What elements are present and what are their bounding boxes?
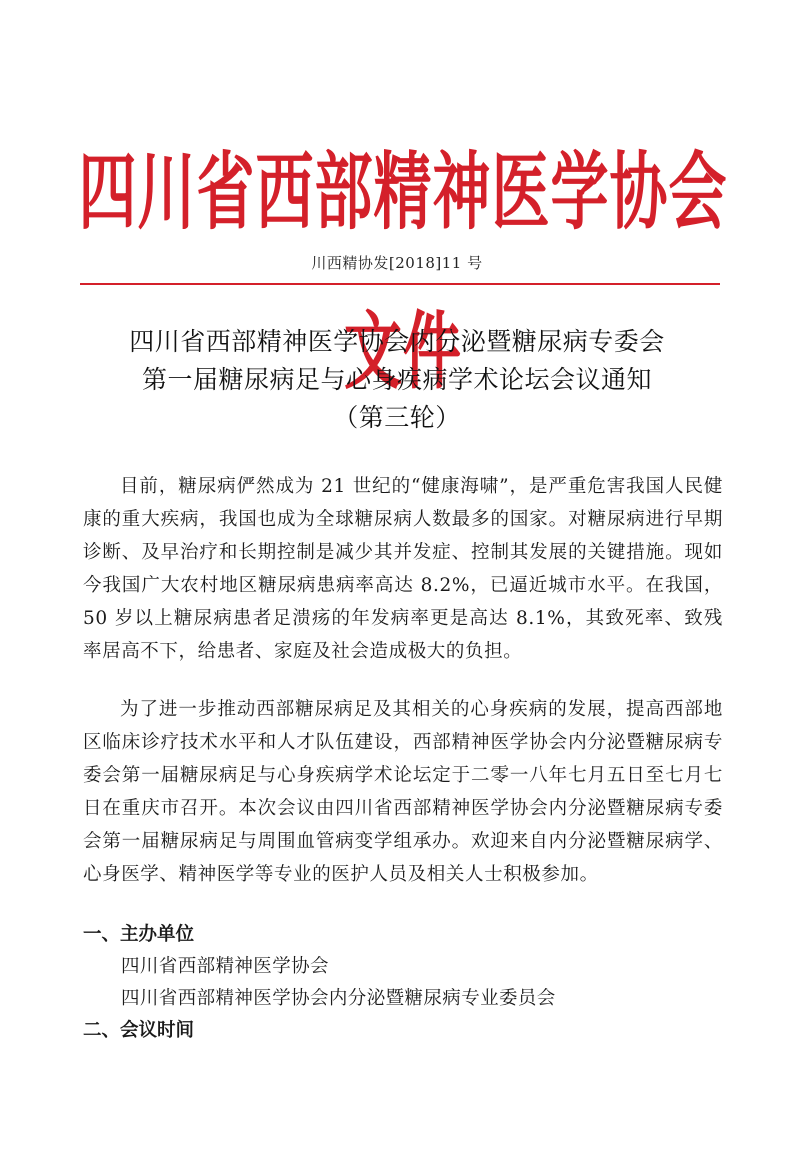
- document-banner: 四川省西部精神医学协会文件: [78, 142, 728, 401]
- notice-title-line-1: 四川省西部精神医学协会内分泌暨糖尿病专委会: [129, 327, 665, 356]
- notice-title-line-3: （第三轮）: [333, 403, 461, 432]
- red-divider: [80, 283, 720, 285]
- paragraph-1-text: 目前，糖尿病俨然成为 21 世纪的“健康海啸”，是严重危害我国人民健康的重大疾病，我国也成为全球糖尿病人数最多的国家。对糖尿病进行早期诊断、及早治疗和长期控制是减少其并发症、控制其发展的关键措施。现如今我国广大农村地区糖尿病患病率高达 8.2%，已逼近城市水平。在我国，50 岁以上糖尿病患者足溃疡的年发病率更是高达 8.1%，其致死率、致残率居高不下，给患者、家庭及社会造成极大的负担。: [83, 476, 723, 662]
- section-heading-time: 二、会议时间: [83, 1020, 195, 1041]
- paragraph-2: [83, 693, 723, 891]
- organizer-item-2: 四川省西部精神医学协会内分泌暨糖尿病专业委员会: [121, 988, 556, 1009]
- document-number: 川西精协发[2018]11 号: [311, 254, 483, 272]
- organizer-item-1: 四川省西部精神医学协会: [121, 956, 329, 977]
- notice-title-line-2: 第一届糖尿病足与心身疾病学术论坛会议通知: [141, 365, 652, 394]
- paragraph-2-text: 为了进一步推动西部糖尿病足及其相关的心身疾病的发展，提高西部地区临床诊疗技术水平和人才队伍建设，西部精神医学协会内分泌暨糖尿病专委会第一届糖尿病足与心身疾病学术论坛定于二零一八年七月五日至七月七日在重庆市召开。本次会议由四川省西部精神医学协会内分泌暨糖尿病专委会第一届糖尿病足与周围血管病变学组承办。欢迎来自内分泌暨糖尿病学、心身医学、精神医学等专业的医护人员及相关人士积极参加。: [83, 699, 723, 885]
- section-heading-organizer: 一、主办单位: [83, 924, 195, 945]
- paragraph-1: [83, 470, 723, 668]
